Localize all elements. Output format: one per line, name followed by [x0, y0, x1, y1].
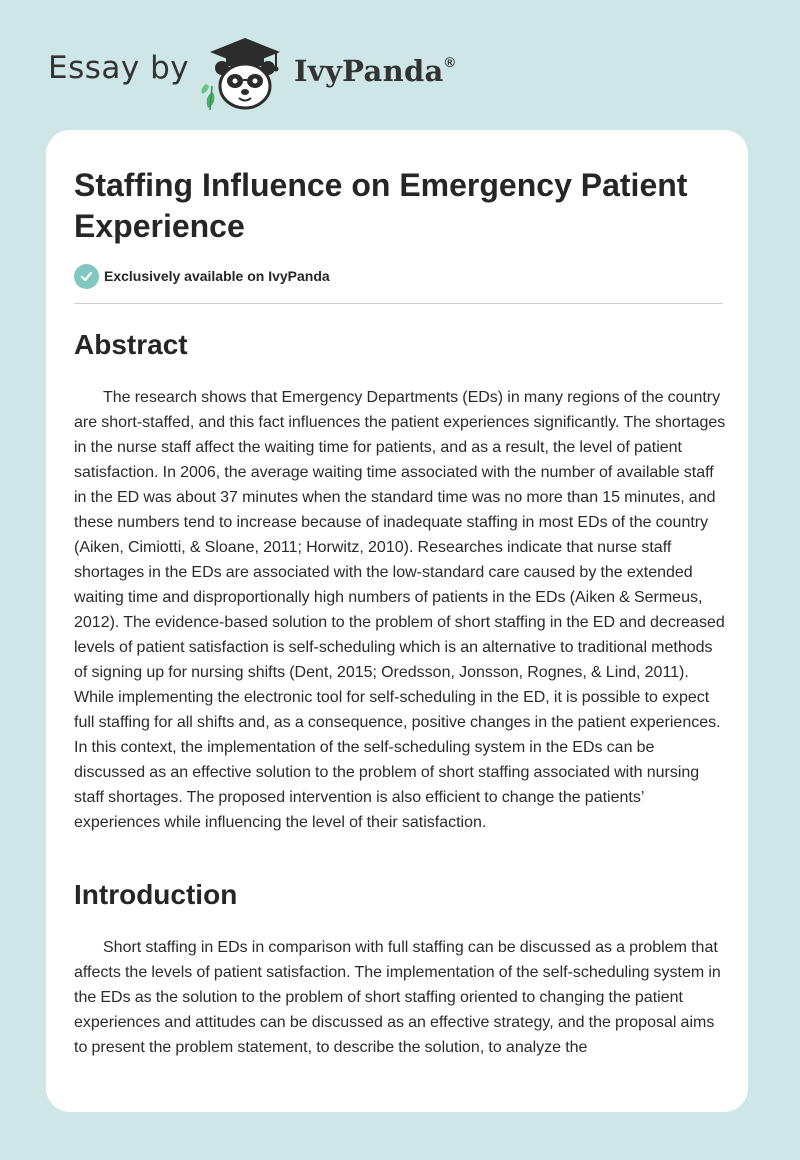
section-heading-introduction: Introduction	[74, 879, 238, 910]
introduction-paragraph: Short staffing in EDs in comparison with full staffing can be discussed as a problem that affects the levels of patient satisfaction. The implementation of the self-scheduling system in the EDs as the solution to the problem of short staffing oriented to changing the patient experiences and attitudes can be discussed as an effective strategy, and the proposal aims to present the problem statement, to describe the solution, to analyze the	[74, 939, 721, 1056]
brand-name[interactable]	[294, 54, 455, 88]
abstract-paragraph: The research shows that Emergency Departments (EDs) in many regions of the country are short-staffed, and this fact influences the patient experiences significantly. The shortages in the nurse staff affect the waiting time for patients, and as a result, the level of patient satisfaction. In 2006, the average waiting time associated with the number of available staff in the ED was about 37 minutes when the standard time was no more than 15 minutes, and these numbers tend to increase because of inadequate staffing in most EDs of the country (Aiken, Cimiotti, & Sloane, 2011; Horwitz, 2010). Researches indicate that nurse staff shortages in the EDs are associated with the low-standard care caused by the extended waiting time and disproportionally high numbers of patients in the EDs (Aiken & Sermeus, 2012). The evidence-based solution to the problem of short staffing in the ED and decreased levels of patient satisfaction is self-scheduling which is an alternative to traditional methods of signing up for nursing shifts (Dent, 2015; Oredsson, Jonsson, Rognes, & Lind, 2011). While implementing the electronic tool for self-scheduling in the ED, it is possible to expect full staffing for all shifts and, as a consequence, positive changes in the patient experiences. In this context, the implementation of the self-scheduling system in the EDs can be discussed as an effective solution to the problem of short staffing associated with nursing staff shortages. The proposed intervention is also efficient to change the patients’ experiences while influencing the level of their satisfaction.	[74, 389, 726, 831]
exclusive-badge	[74, 263, 330, 289]
panda-graduate-logo-icon[interactable]	[200, 34, 290, 114]
registered-mark: ®	[444, 54, 456, 70]
brand-label: IvyPanda	[294, 54, 444, 88]
divider	[74, 303, 723, 304]
essay-card	[46, 130, 748, 1112]
section-heading-abstract: Abstract	[74, 329, 188, 360]
page-title: Staffing Influence on Emergency Patient Experience	[74, 167, 688, 244]
check-circle-icon	[74, 264, 99, 289]
essay-by-label: Essay by	[48, 50, 190, 86]
exclusive-label: Exclusively available on IvyPanda	[104, 268, 330, 284]
site-header	[0, 0, 800, 125]
